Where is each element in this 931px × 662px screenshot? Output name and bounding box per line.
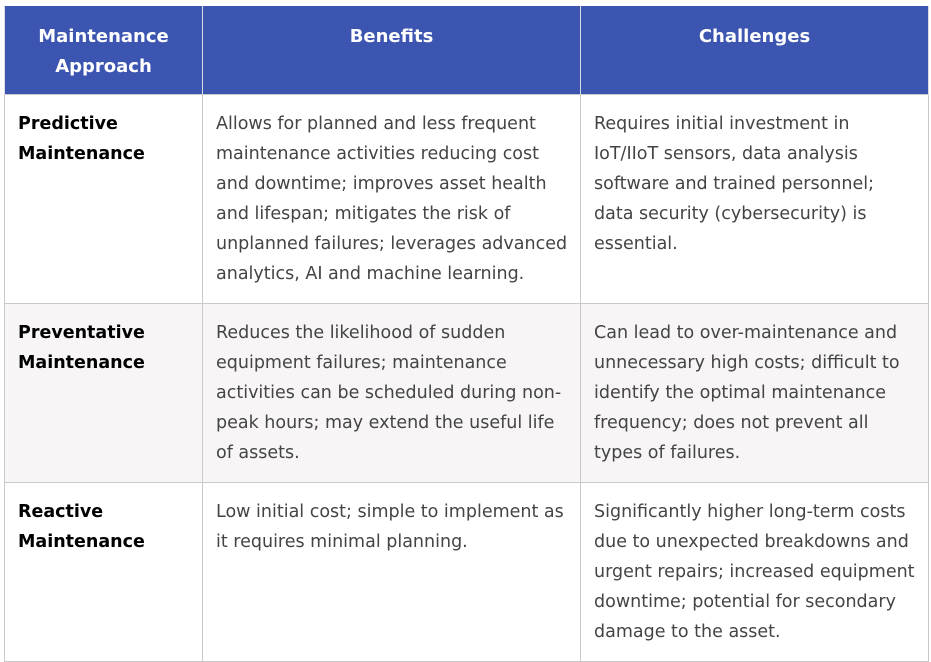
comparison-table-container xyxy=(4,6,929,662)
approach-cell xyxy=(5,304,203,483)
approach-cell xyxy=(5,483,203,662)
table-row xyxy=(5,483,929,662)
approach-name-line2: Maintenance xyxy=(18,532,145,552)
benefits-cell: Reduces the likelihood of sudden equipment failures; maintenance activities can be scheduled during non-peak hours; may extend the useful life of assets. xyxy=(203,304,581,483)
approach-name-line2: Maintenance xyxy=(18,144,145,164)
maintenance-comparison-table xyxy=(4,6,929,662)
table-header xyxy=(5,6,929,95)
challenges-cell: Can lead to over-maintenance and unnecessary high costs; difficult to identify the optimal maintenance frequency; does not prevent all types of failures. xyxy=(581,304,929,483)
table-row xyxy=(5,304,929,483)
challenges-cell: Significantly higher long-term costs due to unexpected breakdowns and urgent repairs; increased equipment downtime; potential for secondary damage to the asset. xyxy=(581,483,929,662)
header-benefits: Benefits xyxy=(203,6,581,95)
approach-name-line1: Predictive xyxy=(18,114,118,134)
approach-name-line1: Reactive xyxy=(18,502,104,522)
table-row xyxy=(5,95,929,304)
header-approach xyxy=(5,6,203,95)
approach-cell xyxy=(5,95,203,304)
benefits-cell: Low initial cost; simple to implement as it requires minimal planning. xyxy=(203,483,581,662)
table-body xyxy=(5,95,929,662)
benefits-cell: Allows for planned and less frequent maintenance activities reducing cost and downtime; improves asset health and lifespan; mitigates the risk of unplanned failures; leverages advanced analytics, AI and machine learning. xyxy=(203,95,581,304)
header-row xyxy=(5,6,929,95)
header-challenges: Challenges xyxy=(581,6,929,95)
header-approach-line2: Approach xyxy=(55,56,152,77)
approach-name-line1: Preventative xyxy=(18,323,145,343)
challenges-cell: Requires initial investment in IoT/IIoT sensors, data analysis software and trained personnel; data security (cybersecurity) is essential. xyxy=(581,95,929,304)
approach-name-line2: Maintenance xyxy=(18,353,145,373)
header-approach-line1: Maintenance xyxy=(38,26,169,47)
